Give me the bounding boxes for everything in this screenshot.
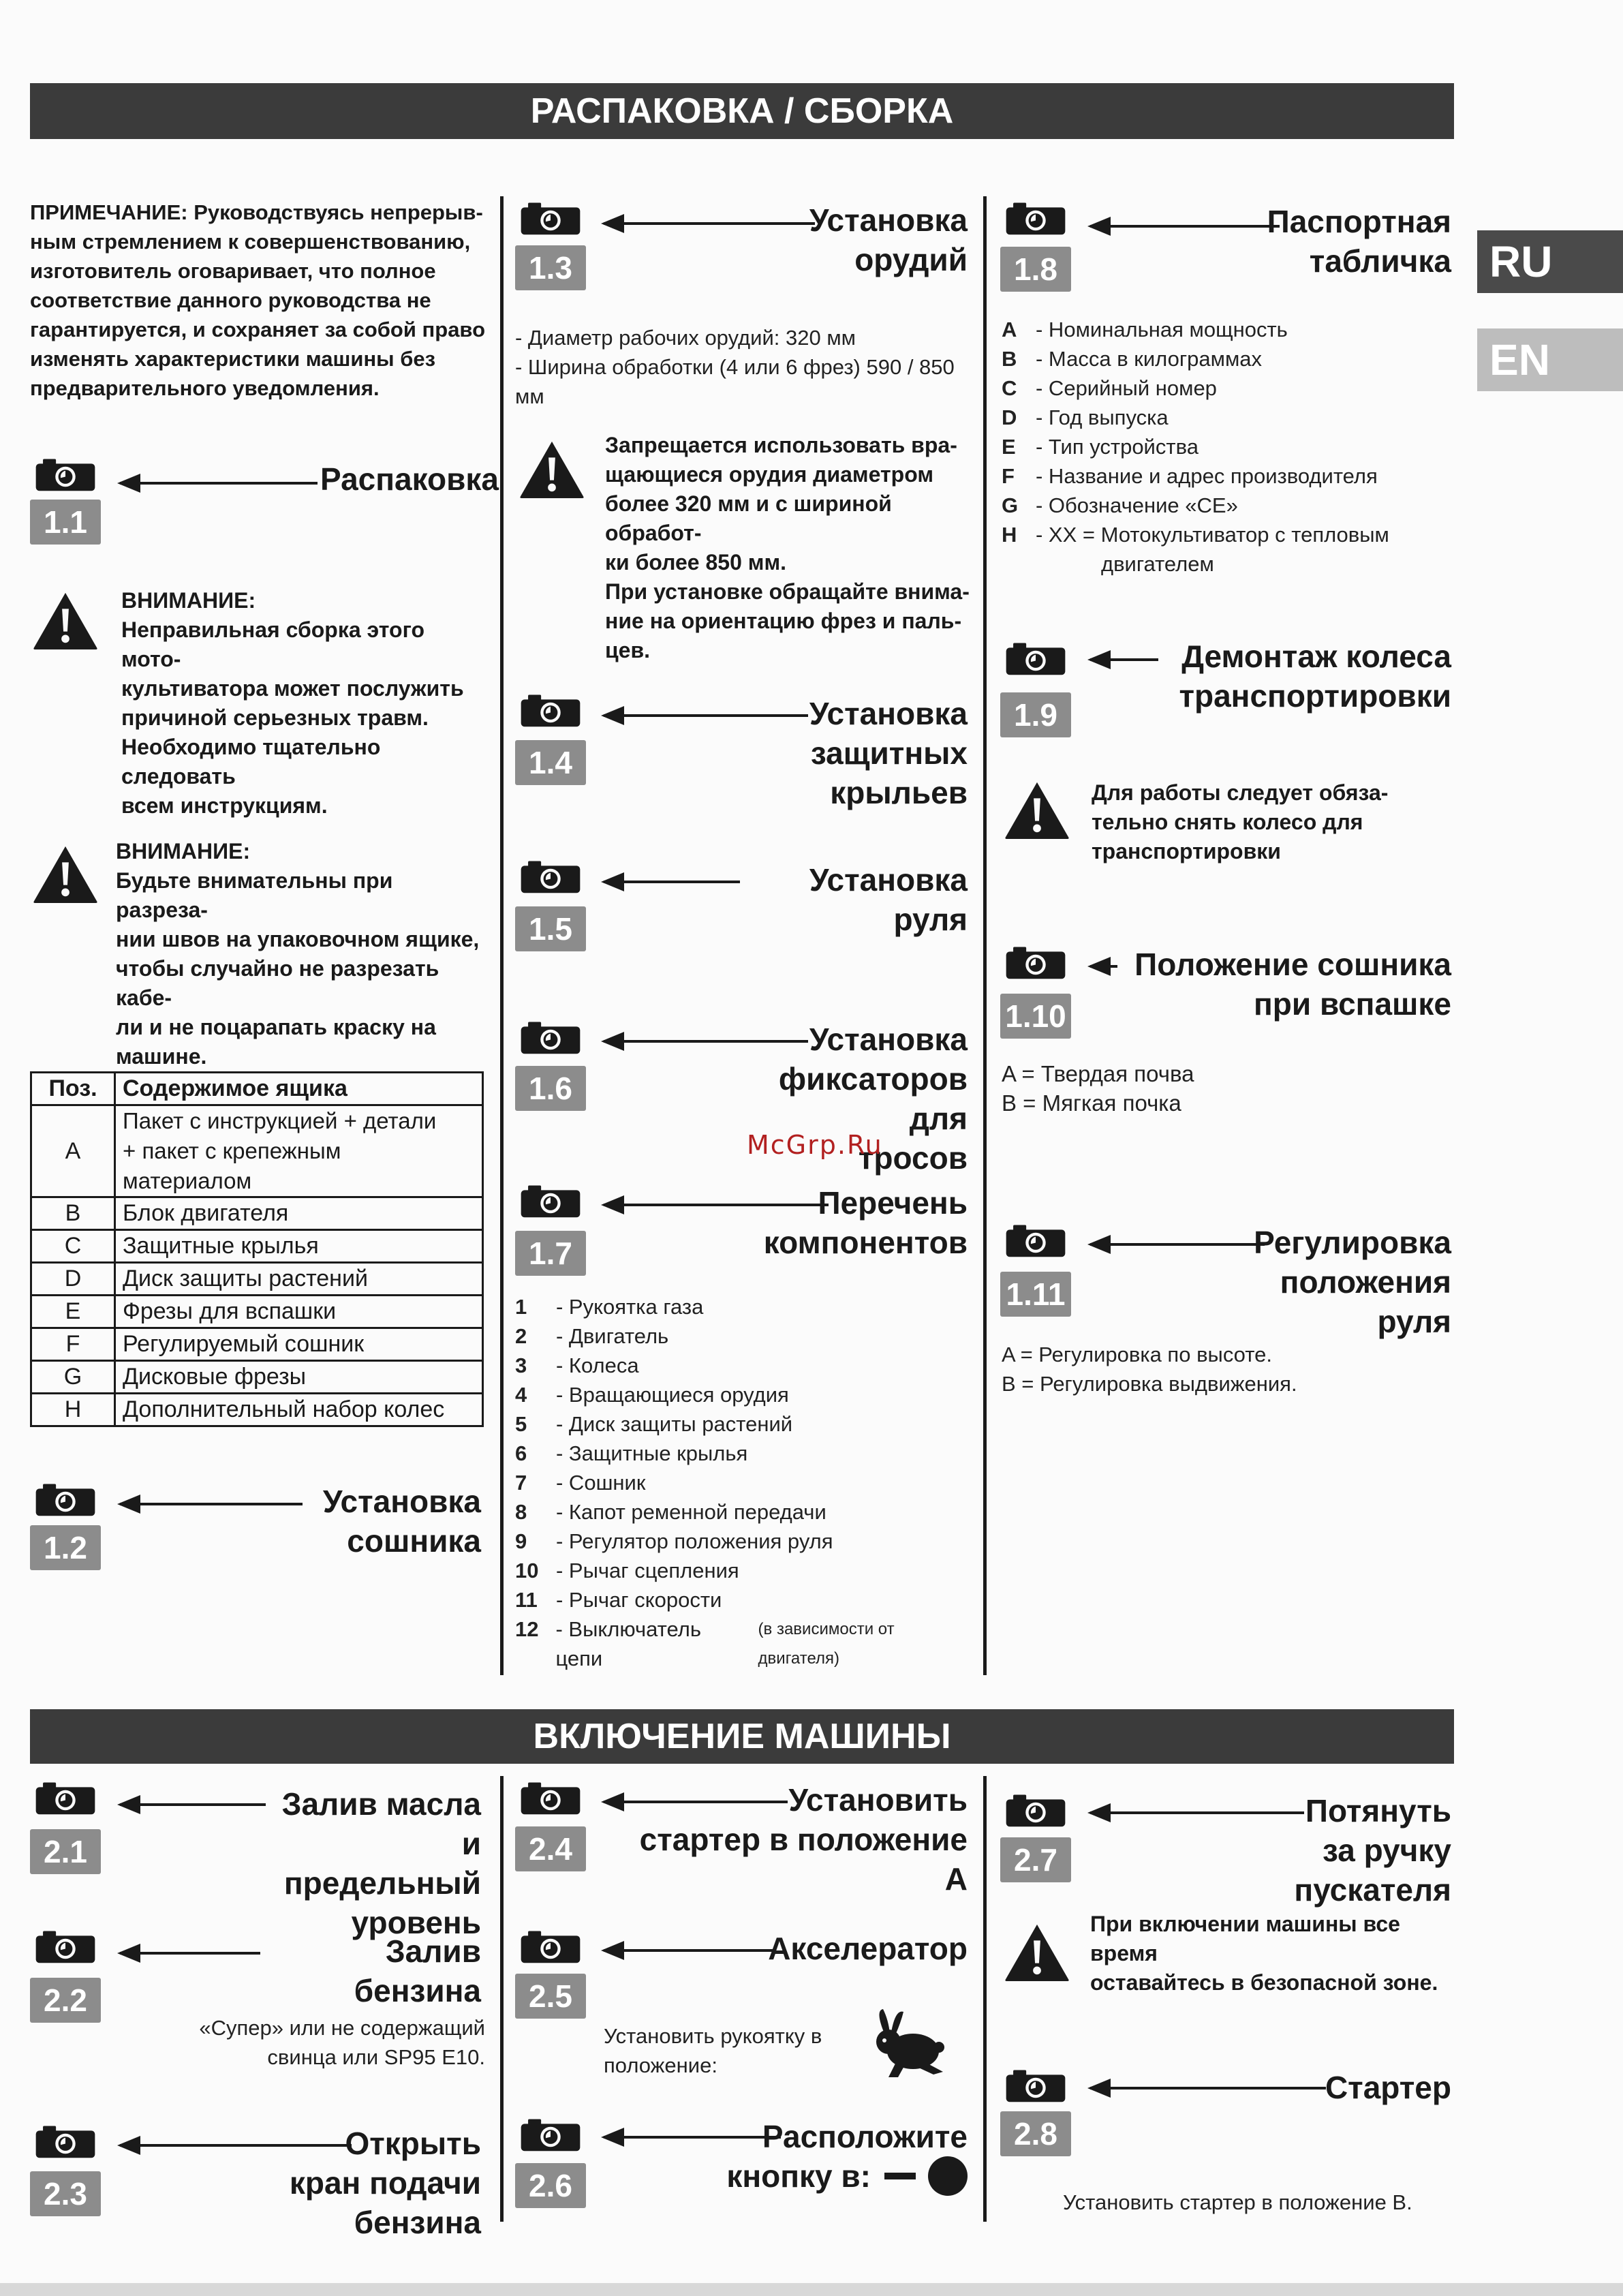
handlebar-adjustments: A = Регулировка по высоте. B = Регулировка выдвижения. [1002, 1343, 1297, 1396]
accelerator-note: Установить рукоятку в положение: [604, 2024, 822, 2077]
list-item: G - Обозначение «CE» [1002, 493, 1238, 517]
step-title-2-6: Расположите кнопку в: [681, 2117, 968, 2196]
list-item: двигателем [1101, 552, 1214, 576]
list-item: A - Номинальная мощность [1002, 318, 1288, 341]
bottom-rule [0, 2283, 1623, 2296]
step-title-2-8: Стартер [1325, 2070, 1451, 2105]
step-badge-2-6: 2.6 [515, 2163, 586, 2208]
list-item: H - XX = Мотокультиватор с тепловым [1002, 523, 1389, 547]
table-row [31, 1394, 483, 1426]
lang-tab-en[interactable]: EN [1477, 328, 1623, 391]
table-cell: Пакет с инструкцией + детали + пакет с крепежным материалом [115, 1105, 483, 1197]
step-title-1-7: Перечень компонентов [763, 1185, 968, 1260]
list-item: 5 - Диск защиты растений [515, 1412, 793, 1436]
camera-icon [515, 1929, 586, 1964]
rabbit-icon [868, 2006, 951, 2081]
table-cell: F [31, 1328, 115, 1361]
step-title-1-4: Установка защитных крыльев [809, 696, 968, 810]
camera-icon [515, 1183, 586, 1219]
camera-icon [1000, 1223, 1071, 1258]
table-cell: Защитные крылья [115, 1230, 483, 1263]
section-header-starting: ВКЛЮЧЕНИЕ МАШИНЫ [30, 1709, 1454, 1764]
step-badge-2-7: 2.7 [1000, 1837, 1071, 1882]
warning-icon [518, 439, 586, 499]
column-divider [500, 1776, 504, 2222]
table-header-row [31, 1073, 483, 1105]
camera-icon [30, 1780, 101, 1816]
table-cell: Фрезы для вспашки [115, 1296, 483, 1328]
components-list [515, 1292, 978, 1673]
step-badge-1-7: 1.7 [515, 1231, 586, 1276]
camera-icon [1000, 200, 1071, 236]
step-badge-2-4: 2.4 [515, 1826, 586, 1871]
list-item: 9 - Регулятор положения руля [515, 1529, 833, 1553]
list-item: 1 - Рукоятка газа [515, 1295, 704, 1319]
arrow-icon [604, 881, 740, 883]
camera-icon [515, 859, 586, 894]
camera-icon [30, 1929, 101, 1964]
step-title-1-6: Установка фиксаторов для тросов [778, 1022, 968, 1176]
step-badge-1-10: 1.10 [1000, 994, 1071, 1039]
step-title-1-9: Демонтаж колеса транспортировки [1179, 639, 1451, 714]
step-badge-1-6: 1.6 [515, 1066, 586, 1111]
arrow-icon [1090, 658, 1158, 661]
starter-note: Установить стартер в положение B. [1063, 2190, 1412, 2214]
warning-icon [1003, 780, 1071, 840]
warning-text-2: ВНИМАНИЕ: Будьте внимательны при разреза- нии швов на упаковочном ящике, чтобы случайно не разрезать кабе- ли и не поцарапать краску на машине. [116, 839, 480, 1069]
step-title-2-7: Потянуть за ручку пускателя [1294, 1793, 1451, 1908]
step-badge-2-5: 2.5 [515, 1974, 586, 2019]
arrow-icon [120, 1952, 260, 1955]
step-title-2-1: Залив масла и предельный уровень [281, 1786, 481, 1940]
arrow-icon [120, 1803, 266, 1806]
list-item: E - Тип устройства [1002, 435, 1199, 459]
step-title-2-4: Установить стартер в положение A [639, 1782, 968, 1897]
list-item: 8 - Капот ременной передачи [515, 1500, 826, 1524]
camera-icon [515, 200, 586, 236]
rating-plate-list [1002, 315, 1451, 579]
camera-icon [30, 1482, 101, 1517]
step-badge-1-5: 1.5 [515, 906, 586, 951]
step-badge-1-2: 1.2 [30, 1525, 101, 1570]
table-row [31, 1296, 483, 1328]
table-cell: G [31, 1361, 115, 1394]
box-contents-table [30, 1071, 484, 1427]
tool-specs: - Диаметр рабочих орудий: 320 мм - Ширина обработки (4 или 6 фрез) 590 / 850 мм [515, 326, 955, 408]
dash-icon [884, 2173, 916, 2179]
warning-icon [31, 590, 99, 650]
camera-icon [1000, 945, 1071, 980]
table-row [31, 1105, 483, 1197]
camera-icon [1000, 1792, 1071, 1828]
table-header: Поз. [31, 1073, 115, 1105]
fuel-type-note: «Супер» или не содержащий свинца или SP95 E10. [199, 2016, 485, 2069]
step-title-1-3: Установка орудий [809, 202, 968, 277]
step-title-1-8: Паспортная табличка [1267, 204, 1451, 279]
step-badge-1-11: 1.11 [1000, 1272, 1071, 1317]
camera-icon [515, 2117, 586, 2152]
warning-icon [31, 844, 99, 904]
list-item: 12 - Выключатель цепи (в зависимости от двигателя) [515, 1617, 895, 1670]
table-cell: Дисковые фрезы [115, 1361, 483, 1394]
table-cell: B [31, 1197, 115, 1230]
table-cell: A [31, 1105, 115, 1197]
list-item: D - Год выпуска [1002, 405, 1169, 429]
step-badge-1-3: 1.3 [515, 245, 586, 290]
list-item: 10 - Рычаг сцепления [515, 1559, 739, 1582]
section-header-unpacking: РАСПАКОВКА / СБОРКА [30, 83, 1454, 139]
step-badge-1-9: 1.9 [1000, 692, 1071, 737]
warning-text-4: Для работы следует обяза- тельно снять колесо для транспортировки [1092, 780, 1389, 863]
column-divider [983, 1776, 987, 2222]
step-title-1-2: Установка сошника [322, 1484, 481, 1559]
step-badge-1-1: 1.1 [30, 500, 101, 545]
column-divider [500, 196, 504, 1675]
camera-icon [1000, 2068, 1071, 2103]
list-item: C - Серийный номер [1002, 376, 1217, 400]
camera-icon [515, 692, 586, 728]
step-badge-2-8: 2.8 [1000, 2111, 1071, 2156]
step-title-2-3: Открыть кран подачи бензина [289, 2126, 481, 2240]
step-badge-2-3: 2.3 [30, 2171, 101, 2216]
list-item: 4 - Вращающиеся орудия [515, 1383, 789, 1407]
column-divider [983, 196, 987, 1675]
camera-icon [30, 2124, 101, 2159]
table-cell: H [31, 1394, 115, 1426]
watermark: McGrp.Ru [747, 1130, 883, 1160]
arrow-icon [1090, 2087, 1326, 2090]
button-on-icon [928, 2156, 968, 2196]
warning-text-5: При включении машины все время оставайтесь в безопасной зоне. [1090, 1912, 1438, 1995]
table-row [31, 1230, 483, 1263]
list-item: 2 - Двигатель [515, 1324, 669, 1348]
warning-icon [1003, 1922, 1071, 1982]
step-title-2-2: Залив бензина [354, 1933, 481, 2008]
table-cell: Дополнительный набор колес [115, 1394, 483, 1426]
list-item: 3 - Колеса [515, 1353, 639, 1377]
table-cell: E [31, 1296, 115, 1328]
table-cell: Блок двигателя [115, 1197, 483, 1230]
note-text: ПРИМЕЧАНИЕ: Руководствуясь непрерыв- ным стремлением к совершенствованию, изготовитель оговаривает, что полное соответствие данного руководства не гарантируется, и сохраняет за собой право изменять характеристики машины без предварительного уведомления. [30, 200, 486, 400]
arrow-icon [604, 1949, 774, 1952]
table-row [31, 1361, 483, 1394]
lang-tab-ru[interactable]: RU [1477, 230, 1623, 293]
step-title-1-5: Установка руля [809, 862, 968, 937]
step-badge-2-2: 2.2 [30, 1978, 101, 2023]
camera-icon [1000, 641, 1071, 676]
table-row [31, 1197, 483, 1230]
camera-icon [515, 1780, 586, 1816]
step-title-2-5: Акселератор [768, 1931, 968, 1966]
warning-text-1: ВНИМАНИЕ: Неправильная сборка этого мото- культиватора может послужить причиной серьезных травм. Необходимо тщательно следовать всем инструкциям. [121, 588, 464, 818]
step-badge-1-8: 1.8 [1000, 247, 1071, 292]
table-row [31, 1263, 483, 1296]
list-item: 11 - Рычаг скорости [515, 1588, 722, 1612]
camera-icon [515, 1020, 586, 1055]
step-title-1-1: Распаковка [320, 461, 499, 497]
table-cell: Регулируемый сошник [115, 1328, 483, 1361]
step-badge-2-1: 2.1 [30, 1829, 101, 1874]
step-title-1-10: Положение сошника при вспашке [1134, 947, 1451, 1022]
table-cell: D [31, 1263, 115, 1296]
list-item: 7 - Сошник [515, 1471, 646, 1495]
table-cell: C [31, 1230, 115, 1263]
list-item: B - Масса в килограммах [1002, 347, 1262, 371]
step-badge-1-4: 1.4 [515, 740, 586, 785]
list-item: F - Название и адрес производителя [1002, 464, 1378, 488]
arrow-icon [120, 482, 318, 485]
warning-text-3: Запрещается использовать вра- щающиеся орудия диаметром более 320 мм и с шириной обработ- ки более 850 мм. При установке обращайте внима- ние на ориентацию фрез и паль- цев. [605, 433, 970, 662]
table-header: Содержимое ящика [115, 1073, 483, 1105]
table-cell: Диск защиты растений [115, 1263, 483, 1296]
step-title-1-11: Регулировка положения руля [1254, 1225, 1451, 1339]
table-row [31, 1328, 483, 1361]
list-item: 6 - Защитные крылья [515, 1441, 748, 1465]
plough-positions: A = Твердая почва B = Мягкая почка [1002, 1061, 1194, 1116]
arrow-icon [1090, 965, 1117, 968]
camera-icon [30, 457, 101, 492]
